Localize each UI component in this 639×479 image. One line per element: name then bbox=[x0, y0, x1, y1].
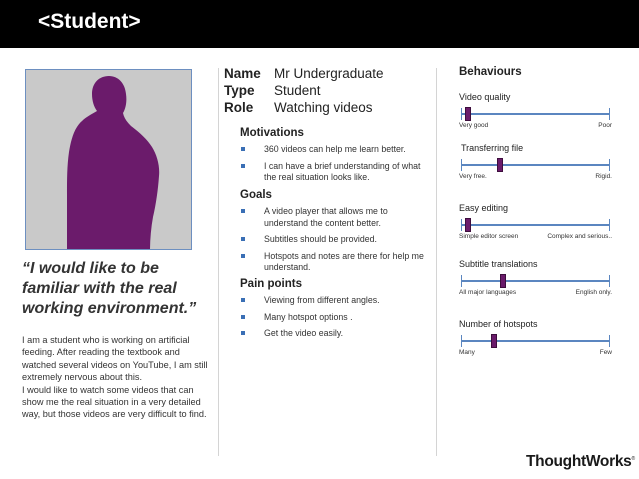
behaviours-title: Behaviours bbox=[459, 66, 522, 78]
profile-row-name bbox=[224, 65, 384, 82]
scale-left-label: All major languages bbox=[459, 289, 517, 296]
list-item-text: 360 videos can help me learn better. bbox=[264, 144, 406, 154]
behaviour-scale bbox=[459, 159, 612, 171]
behaviour-label: Subtitle translations bbox=[459, 259, 538, 269]
bullet-icon bbox=[241, 254, 245, 258]
behaviour-scale bbox=[459, 335, 612, 347]
column-divider bbox=[218, 68, 219, 456]
scale-ends bbox=[459, 122, 612, 129]
scale-left-label: Simple editor screen bbox=[459, 233, 519, 240]
scale-marker bbox=[500, 274, 506, 288]
profile-row-role bbox=[224, 99, 384, 116]
bullet-icon bbox=[241, 147, 245, 151]
behaviour-label: Easy editing bbox=[459, 203, 509, 213]
motivations-list bbox=[240, 144, 425, 184]
list-item-text: Many hotspot options . bbox=[264, 311, 353, 322]
persona-quote: “I would like to be familiar with the real working environment.” bbox=[22, 260, 197, 317]
scale-marker bbox=[465, 218, 471, 232]
profile-row-type bbox=[224, 82, 384, 99]
page-title: <Student> bbox=[38, 10, 141, 33]
list-item-text: Get the video easily. bbox=[264, 328, 344, 338]
behaviour-scale bbox=[459, 275, 612, 287]
list-item-text: I can have a brief understanding of what the real situation looks like. bbox=[264, 160, 421, 182]
behaviour-label: Video quality bbox=[459, 92, 511, 102]
scale-right-label: Few bbox=[599, 349, 612, 356]
scale-ends bbox=[459, 289, 612, 296]
list-item bbox=[240, 312, 425, 324]
behaviour-scale bbox=[459, 108, 612, 120]
motivations-section bbox=[240, 127, 425, 189]
scale-marker bbox=[465, 107, 471, 121]
brand-logo bbox=[526, 453, 635, 471]
scale-cap bbox=[461, 159, 462, 171]
scale-cap bbox=[461, 275, 462, 287]
behaviour-number-of-hotspots bbox=[459, 319, 612, 356]
scale-marker bbox=[491, 334, 497, 348]
goals-section bbox=[240, 189, 425, 279]
behaviour-label: Number of hotspots bbox=[459, 319, 538, 329]
profile-value: Mr Undergraduate bbox=[274, 66, 384, 81]
scale-left-label: Very free. bbox=[459, 173, 487, 180]
scale-ends bbox=[459, 349, 612, 356]
scale-cap bbox=[609, 159, 610, 171]
bio-paragraph: I am a student who is working on artificial feeding. After reading the textbook and watched several videos on YouTube, I am still extremely nervous about this. bbox=[22, 335, 208, 383]
scale-ends bbox=[459, 233, 612, 240]
profile-key: Role bbox=[224, 100, 254, 115]
scale-cap bbox=[461, 335, 462, 347]
list-item bbox=[240, 295, 425, 307]
bullet-icon bbox=[241, 298, 245, 302]
behaviour-subtitle-translations bbox=[459, 259, 612, 296]
scale-cap bbox=[609, 335, 610, 347]
list-item-text: A video player that allows me to understand the content better. bbox=[264, 206, 388, 228]
behaviour-label: Transferring file bbox=[461, 143, 524, 153]
column-divider bbox=[436, 68, 437, 456]
scale-line bbox=[461, 340, 610, 342]
goals-list bbox=[240, 206, 425, 274]
list-item-text: Hotspots and notes are there for help me understand. bbox=[264, 250, 424, 272]
section-title: Pain points bbox=[240, 278, 302, 290]
scale-line bbox=[461, 164, 610, 166]
brand-mark: ® bbox=[631, 455, 635, 462]
person-silhouette-icon bbox=[26, 70, 192, 250]
behaviour-easy-editing bbox=[459, 203, 612, 240]
scale-marker bbox=[497, 158, 503, 172]
list-item bbox=[240, 206, 425, 229]
profile-value: Watching videos bbox=[274, 100, 373, 115]
pain-points-list bbox=[240, 295, 425, 340]
scale-right-label: Complex and serious.. bbox=[547, 233, 612, 240]
scale-line bbox=[461, 280, 610, 282]
bullet-icon bbox=[241, 315, 245, 319]
bullet-icon bbox=[241, 164, 245, 168]
scale-cap bbox=[609, 219, 610, 231]
pain-points-section bbox=[240, 278, 425, 345]
list-item bbox=[240, 328, 425, 340]
behaviour-transferring-file bbox=[459, 143, 612, 180]
scale-right-label: Rigid. bbox=[595, 173, 612, 180]
scale-ends bbox=[459, 173, 612, 180]
profile-table bbox=[224, 65, 384, 116]
persona-bio bbox=[22, 334, 212, 421]
bullet-icon bbox=[241, 209, 245, 213]
list-item bbox=[240, 161, 425, 184]
list-item-text: Subtitles should be provided. bbox=[264, 234, 377, 244]
section-title: Goals bbox=[240, 189, 272, 201]
bio-paragraph: I would like to watch some videos that can show me the real situation in a very detailed way, but those videos are very difficult to find. bbox=[22, 384, 207, 420]
section-title: Motivations bbox=[240, 127, 304, 139]
scale-right-label: English only. bbox=[575, 289, 612, 296]
scale-right-label: Poor bbox=[598, 122, 612, 129]
list-item bbox=[240, 144, 425, 156]
scale-line bbox=[461, 224, 610, 226]
profile-key: Type bbox=[224, 83, 255, 98]
brand-name: ThoughtWorks bbox=[526, 453, 632, 470]
profile-value: Student bbox=[274, 83, 321, 98]
header-bar bbox=[0, 0, 639, 48]
list-item bbox=[240, 251, 425, 274]
scale-line bbox=[461, 113, 610, 115]
profile-key: Name bbox=[224, 66, 261, 81]
bullet-icon bbox=[241, 331, 245, 335]
persona-photo bbox=[25, 69, 192, 250]
list-item-text: Viewing from different angles. bbox=[264, 295, 380, 305]
scale-cap bbox=[461, 108, 462, 120]
scale-cap bbox=[609, 275, 610, 287]
list-item bbox=[240, 234, 425, 246]
scale-cap bbox=[609, 108, 610, 120]
behaviour-video-quality bbox=[459, 92, 612, 129]
scale-left-label: Many bbox=[459, 349, 475, 356]
bullet-icon bbox=[241, 237, 245, 241]
behaviour-scale bbox=[459, 219, 612, 231]
scale-left-label: Very good bbox=[459, 122, 489, 129]
scale-cap bbox=[461, 219, 462, 231]
